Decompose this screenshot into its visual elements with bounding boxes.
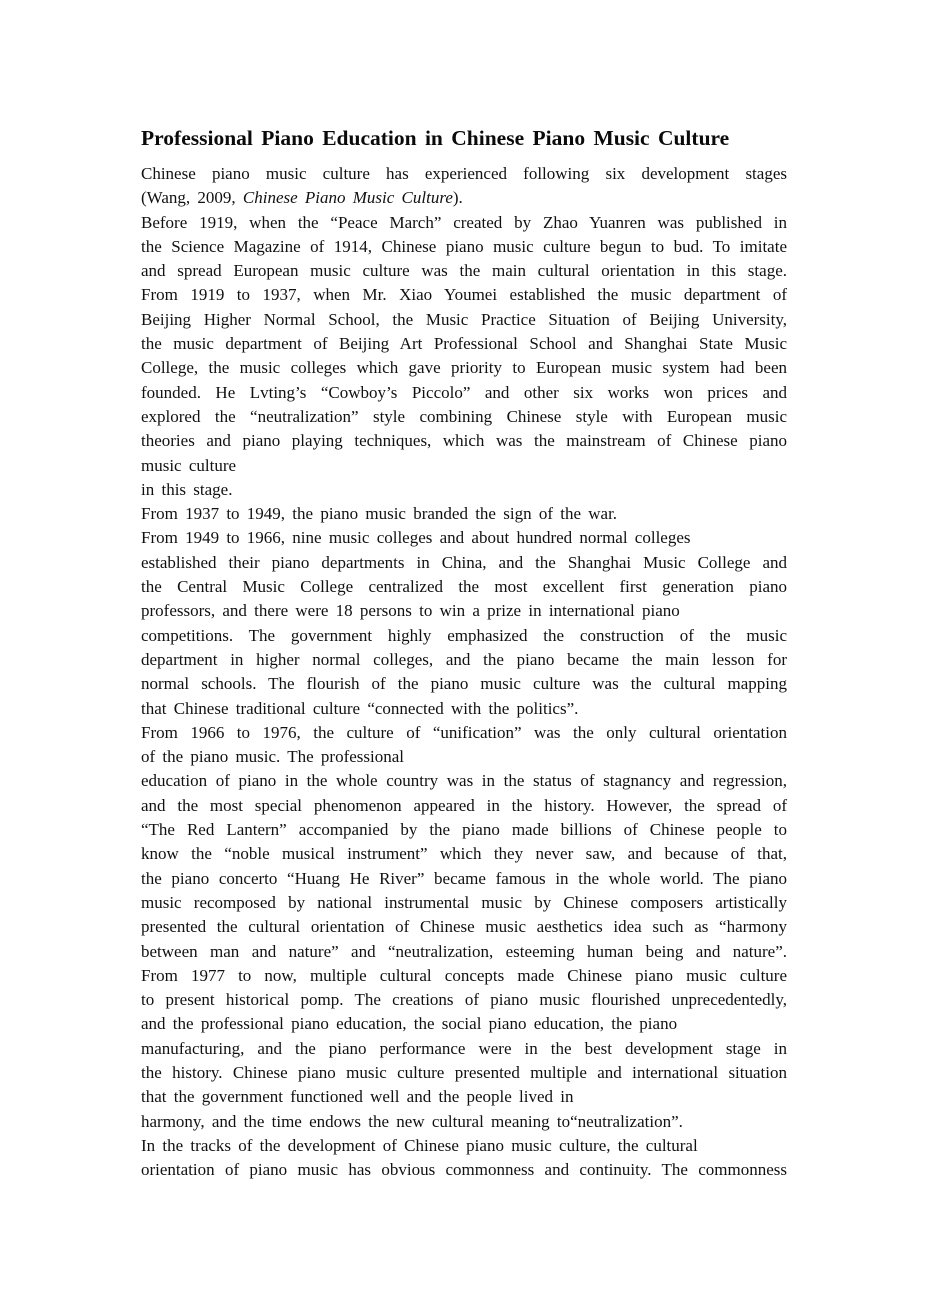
- intro-line: Chinese piano music culture has experienced following six development stages: [141, 164, 787, 183]
- text-line: “The Red Lantern” accompanied by the piano made billions of Chinese people to: [141, 820, 787, 840]
- text-line: know the “noble musical instrument” which they never saw, and because of that,: [141, 844, 787, 864]
- text-line: founded. He Lvting’s “Cowboy’s Piccolo” and other six works won prices and: [141, 382, 787, 402]
- text-line: presented the cultural orientation of Chinese music aesthetics idea such as “harmony: [141, 917, 787, 937]
- text-line: harmony, and the time endows the new cultural meaning to“neutralization”.: [141, 1111, 683, 1131]
- text-line: the piano concerto “Huang He River” became famous in the whole world. The piano: [141, 868, 787, 888]
- text-line: of the piano music. The professional: [141, 747, 405, 767]
- text-line: the Science Magazine of 1914, Chinese piano music culture begun to bud. To imitate: [141, 236, 787, 256]
- text-line: education of piano in the whole country was in the status of stagnancy and regression,: [141, 771, 787, 791]
- text-line: Before 1919, when the “Peace March” created by Zhao Yuanren was published in: [141, 212, 787, 232]
- text-line: that Chinese traditional culture “connected with the politics”.: [141, 698, 579, 718]
- text-line: From 1919 to 1937, when Mr. Xiao Youmei established the music department of: [141, 285, 787, 305]
- text-line: to present historical pomp. The creations of piano music flourished unprecedentedly,: [141, 990, 787, 1010]
- text-line: the music department of Beijing Art Professional School and Shanghai State Music: [141, 334, 787, 354]
- text-line: College, the music colleges which gave priority to European music system had been: [141, 358, 787, 378]
- text-line: department in higher normal colleges, and the piano became the main lesson for: [141, 649, 787, 669]
- citation-line: [141, 186, 787, 210]
- citation-prefix: (Wang, 2009,: [141, 188, 243, 208]
- text-line: theories and piano playing techniques, which was the mainstream of Chinese piano: [141, 431, 787, 451]
- text-line: that the government functioned well and the people lived in: [141, 1087, 574, 1107]
- text-line: music recomposed by national instrumental music by Chinese composers artistically: [141, 892, 787, 912]
- text-line: manufacturing, and the piano performance were in the best development stage in: [141, 1038, 787, 1058]
- text-line: In the tracks of the development of Chinese piano music culture, the cultural: [141, 1135, 698, 1155]
- text-line: the Central Music College centralized the most excellent first generation piano: [141, 577, 787, 597]
- text-line: established their piano departments in China, and the Shanghai Music College and: [141, 552, 787, 572]
- paragraph-lines: [141, 211, 787, 1183]
- text-line: music culture: [141, 455, 237, 475]
- text-line: competitions. The government highly emphasized the construction of the music: [141, 625, 787, 645]
- citation-book-title: Chinese Piano Music Culture: [242, 188, 453, 208]
- text-line: From 1966 to 1976, the culture of “unification” was the only cultural orientation: [141, 722, 787, 742]
- text-line: From 1977 to now, multiple cultural concepts made Chinese piano music culture: [141, 965, 787, 985]
- document-title: Professional Piano Education in Chinese Piano Music Culture: [141, 126, 730, 150]
- text-line: between man and nature” and “neutralization, esteeming human being and nature”.: [141, 941, 787, 961]
- text-line: and spread European music culture was the main cultural orientation in this stage.: [141, 261, 787, 281]
- text-line: explored the “neutralization” style combining Chinese style with European music: [141, 406, 787, 426]
- document-body: [141, 162, 787, 1182]
- text-line: Beijing Higher Normal School, the Music Practice Situation of Beijing University,: [141, 309, 787, 329]
- text-line: From 1949 to 1966, nine music colleges and about hundred normal colleges: [141, 528, 691, 548]
- text-line: in this stage.: [141, 479, 233, 499]
- text-line: the history. Chinese piano music culture presented multiple and international situation: [141, 1062, 787, 1082]
- text-line: normal schools. The flourish of the piano music culture was the cultural mapping: [141, 674, 787, 694]
- text-line: From 1937 to 1949, the piano music branded the sign of the war.: [141, 504, 618, 524]
- text-line: and the most special phenomenon appeared in the history. However, the spread of: [141, 795, 787, 815]
- citation-suffix: ).: [452, 188, 463, 208]
- text-line: orientation of piano music has obvious commonness and continuity. The commonness: [141, 1160, 787, 1180]
- text-line: and the professional piano education, the social piano education, the piano: [141, 1014, 678, 1034]
- text-line: professors, and there were 18 persons to win a prize in international piano: [141, 601, 680, 621]
